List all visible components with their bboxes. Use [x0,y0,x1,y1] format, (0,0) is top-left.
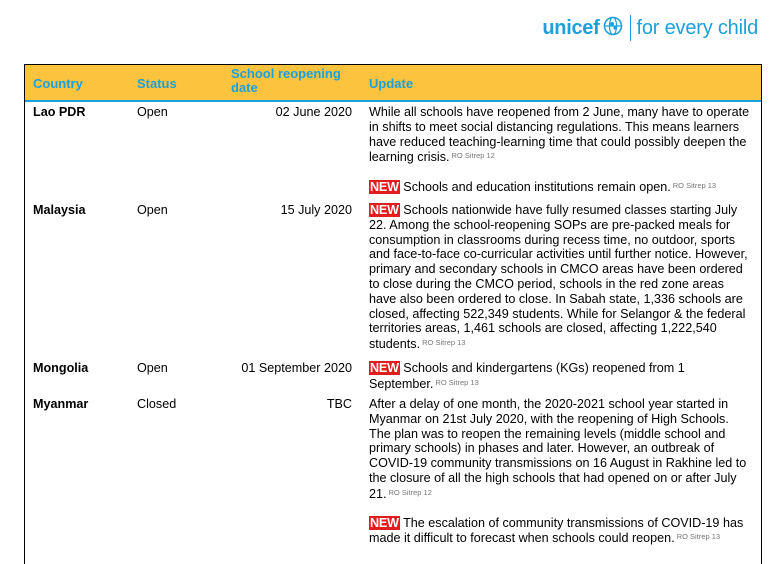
update-cell [369,397,753,546]
brand-tagline: for every child [636,16,758,39]
unicef-globe-icon [603,16,623,41]
status-cell: Open [137,361,168,375]
update-cell [369,203,753,352]
date-cell: 02 June 2020 [275,105,352,119]
table-header [25,65,761,102]
status-cell: Open [137,203,168,217]
unicef-logo [542,14,758,42]
header-status: Status [137,76,177,91]
new-badge: NEW [370,361,399,375]
date-cell: 01 September 2020 [241,361,352,375]
update-cell [369,361,753,392]
new-badge: NEW [370,515,399,530]
country-cell: Malaysia [33,203,86,217]
source-note: RO Sitrep 12 [388,487,432,497]
school-reopening-table [24,64,762,564]
update-paragraph: NEW Schools and kindergartens (KGs) reopened from 1 September. $^{RO Sitrep 13}$ [369,361,685,391]
country-cell: Mongolia [33,361,89,375]
update-paragraph: NEW The escalation of community transmissions of COVID-19 has made it difficult to forecast when schools could reopen. $^{RO Sitrep 13}$ [369,515,744,546]
new-badge: NEW [370,203,399,217]
update-paragraph: NEW Schools and education institutions remain open. $^{RO Sitrep 13}$ [370,180,717,195]
source-note: RO Sitrep 12 [451,151,495,161]
source-note: RO Sitrep 13 [672,181,717,191]
header-country: Country [33,76,83,91]
update-paragraph: NEW Schools nationwide have fully resumed classes starting July 22. Among the school-reopening SOPs are pre-packed meals for consumption in classrooms during recess time, no outdoor, sports and face-to-face co-curricular activities until further notice. However, primary and secondary schools in CMCO areas have been ordered to close during the CMCO period, schools in the red zone areas have also been ordered to close. In Sabah state, 1,336 schools are closed, affecting 522,349 students. While for Selangor & the federal territories areas, 1,461 schools are closed, affecting 1,222,540 students. $^{RO Sitrep 13}$ [369,203,748,352]
source-note: RO Sitrep 13 [422,338,466,348]
source-note: RO Sitrep 13 [676,532,721,542]
new-badge: NEW [370,180,399,195]
status-cell: Closed [137,397,177,411]
country-cell: Lao PDR [33,105,86,119]
header-update: Update [369,76,414,91]
unicef-wordmark: unicef [542,16,600,39]
date-cell: 15 July 2020 [280,203,352,217]
header-reopening-date: School reopening date [231,66,341,95]
country-cell: Myanmar [33,397,89,411]
logo-divider [630,15,631,41]
update-paragraph: While all schools have reopened from 2 June, many have to operate in shifts to meet social distancing regulations. This means learners have reduced teaching-learning time that could possibly deepen the learning crisis. $^{RO Sitrep 12}$ [369,105,750,165]
update-cell [369,105,753,195]
status-cell: Open [137,105,168,119]
update-paragraph: After a delay of one month, the 2020-2021 school year started in Myanmar on 21st July 2020, with the reopening of High Schools. The plan was to reopen the remaining levels (middle school and primary schools) in phases and later. However, an outbreak of COVID-19 community transmissions on 16 August in Rakhine led to the closure of all the high schools that had opened on or after July 21. $^{RO Sitrep 12}$ [369,397,747,501]
source-note: RO Sitrep 13 [435,377,479,387]
date-cell: TBC [326,397,352,411]
